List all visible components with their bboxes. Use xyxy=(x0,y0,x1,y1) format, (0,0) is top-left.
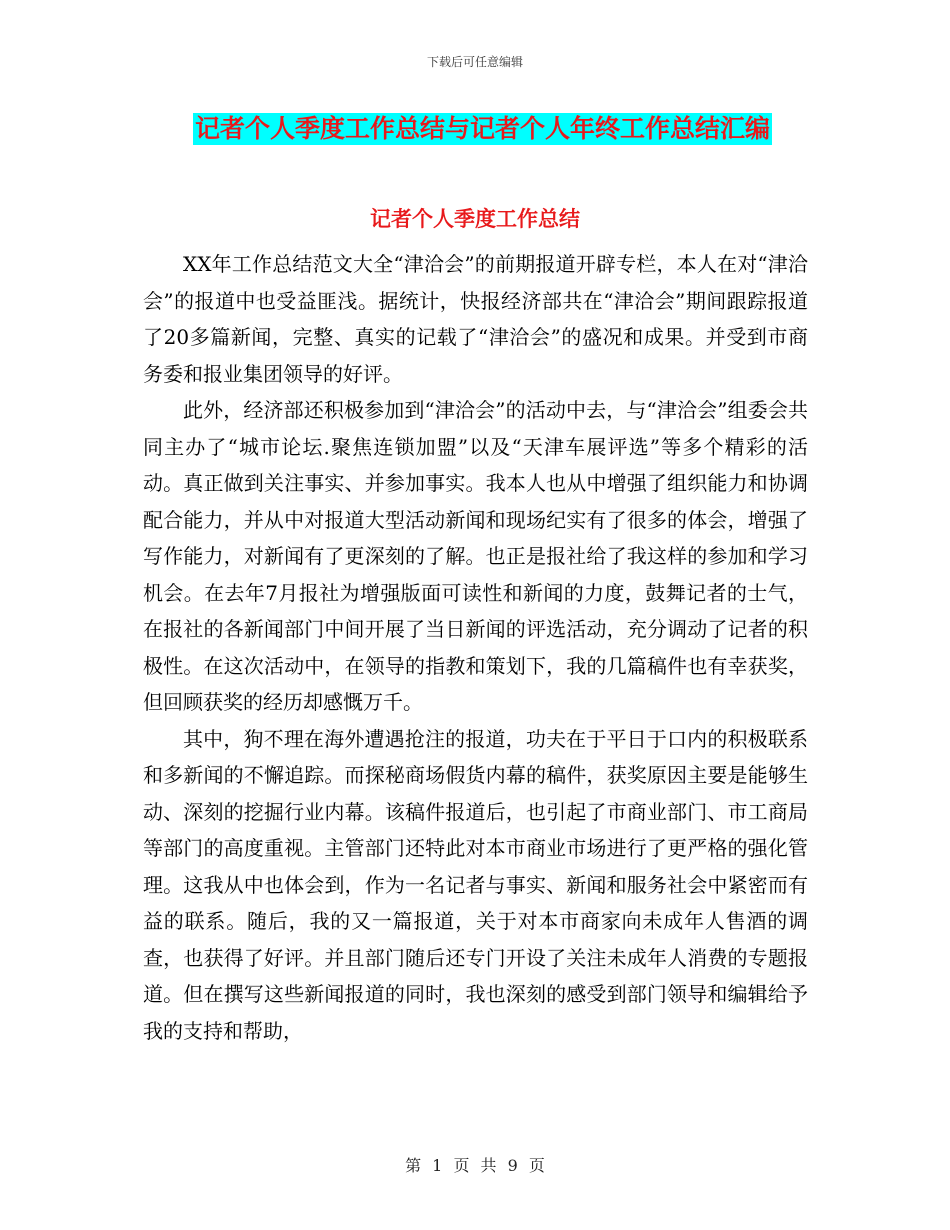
document-main-title: 记者个人季度工作总结与记者个人年终工作总结汇编 xyxy=(195,114,771,143)
paragraph-3: 其中，狗不理在海外遭遇抢注的报道，功夫在于平日于口内的积极联系和多新闻的不懈追踪。而探秘商场假货内幕的稿件，获奖原因主要是能够生动、深刻的挖掘行业内幕。该稿件报道后，也引起了市商业部门、市工商局等部门的高度重视。主管部门还特此对本市商业市场进行了更严格的强化管理。这我从中也体会到，作为一名记者与事实、新闻和服务社会中紧密而有益的联系。随后，我的又一篇报道，关于对本市商家向未成年人售酒的调查，也获得了好评。并且部门随后还专门开设了关注未成年人消费的专题报道。但在撰写这些新闻报道的同时，我也深刻的感受到部门领导和编辑给予我的支持和帮助， xyxy=(143,726,808,1043)
page-number-footer: 第 1 页 共 9 页 xyxy=(405,1156,545,1175)
section-title: 记者个人季度工作总结 xyxy=(370,207,580,231)
page-header-note: 下载后可任意编辑 xyxy=(426,55,523,69)
paragraph-2: 此外，经济部还积极参加到“津洽会”的活动中去，与“津洽会”组委会共同主办了“城市论坛.聚焦连锁加盟”以及“天津车展评选”等多个精彩的活动。真正做到关注事实、并参加事实。我本人也从中增强了组织能力和协调配合能力，并从中对报道大型活动新闻和现场纪实有了很多的体会，增强了写作能力，对新闻有了更深刻的了解。也正是报社给了我这样的参加和学习机会。在去年7月报社为增强版面可读性和新闻的力度，鼓舞记者的士气，在报社的各新闻部门中间开展了当日新闻的评选活动，充分调动了记者的积极性。在这次活动中，在领导的指教和策划下，我的几篇稿件也有幸获奖，但回顾获奖的经历却感慨万千。 xyxy=(143,398,808,714)
document-body xyxy=(143,246,808,1049)
paragraph-1: XX年工作总结范文大全“津洽会”的前期报道开辟专栏，本人在对“津洽会”的报道中也受益匪浅。据统计，快报经济部共在“津洽会”期间跟踪报道了20多篇新闻，完整、真实的记载了“津洽会”的盛况和成果。并受到市商务委和报业集团领导的好评。 xyxy=(143,252,808,386)
